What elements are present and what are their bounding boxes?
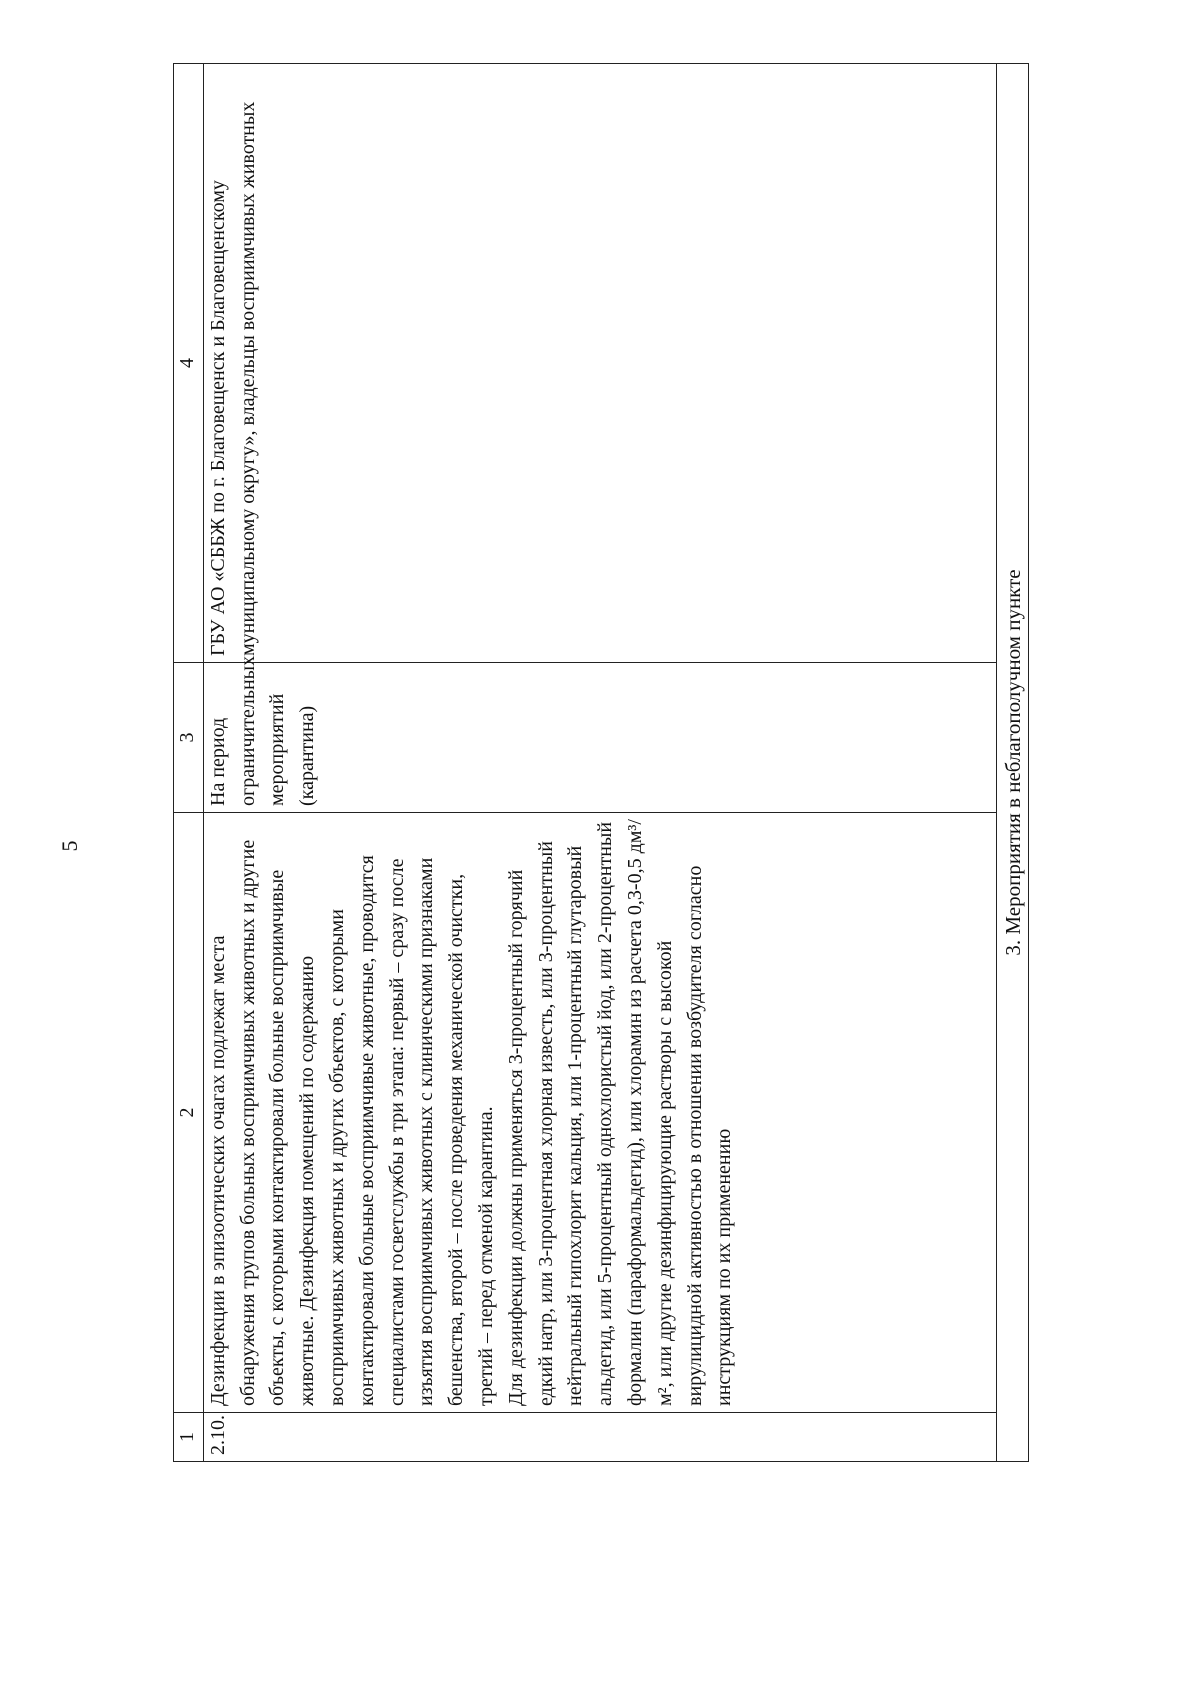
- table-row: [203, 64, 996, 1462]
- table-header-row: [174, 64, 204, 1462]
- measures-cell: [203, 813, 996, 1413]
- responsible-cell: ГБУ АО «СББЖ по г. Благовещенск и Благовещенскому муниципальному округу», владельцы восприимчивых животных: [203, 64, 996, 663]
- section-title: 3. Мероприятия в неблагополучном пункте: [997, 64, 1029, 1462]
- row-number: 2.10.: [203, 1413, 996, 1462]
- column-header-4: 4: [174, 64, 204, 663]
- term-cell: На период ограничительных мероприятий (карантина): [203, 663, 996, 813]
- measures-table: [173, 63, 1029, 1462]
- column-header-1: 1: [174, 1413, 204, 1462]
- rotated-table-sheet: [173, 64, 1029, 1462]
- measures-paragraph-2: Для дезинфекции должны применяться 3-процентный горячий едкий натр, или 3-процентная хлорная известь, или 3-процентный нейтральный гипохлорит кальция, или 1-процентный глутаровый альдегид, или 5-процентный однохлористый йод, или 2-процентный формалин (параформальдегид), или хлорамин из расчета 0,3-0,5 дм³/м², или другие дезинфицирующие растворы с высокой вирулицидной активностью в отношении возбудителя согласно инструкциям по их применению: [504, 819, 736, 1406]
- column-header-3: 3: [174, 663, 204, 813]
- page-number: 5: [57, 840, 82, 852]
- column-header-2: 2: [174, 813, 204, 1413]
- measures-paragraph-1: Дезинфекции в эпизоотических очагах подлежат места обнаружения трупов больных восприимчивых животных и другие объекты, с которыми контактировали больные восприимчивые животные. Дезинфекция помещений по содержанию восприимчивых животных и других объектов, с которыми контактировали больные восприимчивые животные, проводится специалистами госветслужбы в три этапа: первый – сразу после изъятия восприимчивых животных с клиническими признаками бешенства, второй – после проведения механической очистки, третий – перед отменой карантина.: [206, 839, 497, 1406]
- section-heading-row: [997, 64, 1029, 1462]
